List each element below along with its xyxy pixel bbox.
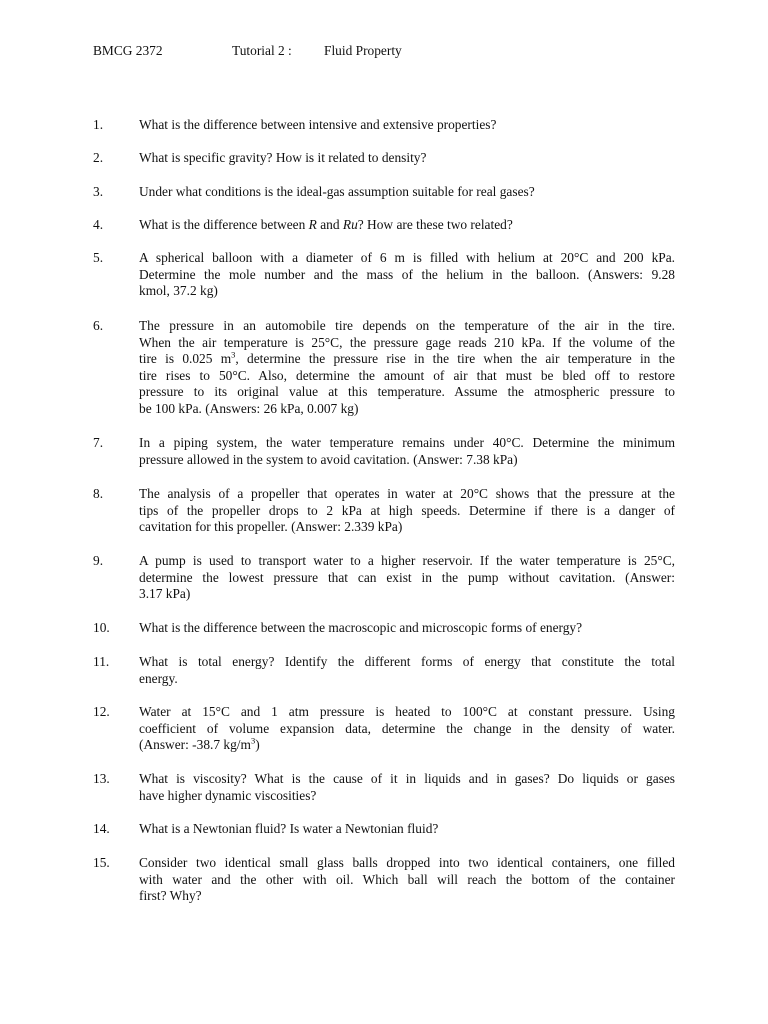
question-text: What is the difference between the macroscopic and microscopic forms of energy? — [139, 620, 583, 635]
tutorial-label: Tutorial 2 : — [232, 43, 292, 58]
question-number: 8. — [93, 486, 104, 501]
document-header — [93, 43, 693, 60]
question-text: What is the difference between intensive and extensive properties? — [139, 117, 497, 132]
question-number: 3. — [93, 184, 104, 199]
question-number: 12. — [93, 704, 110, 719]
question-text: What is viscosity? What is the cause of it in liquids and in gases? Do liquids or gases have higher dynamic viscosities? — [139, 771, 675, 803]
question-number: 6. — [93, 318, 104, 333]
question-text: Water at 15°C and 1 atm pressure is heated to 100°C at constant pressure. Using coefficient of volume expansion data, determine the change in the density of water. (Answer: -38.7 $kg/m^3$) — [139, 704, 675, 753]
question-text: Consider two identical small glass balls dropped into two identical containers, one filled with water and the other with oil. Which ball will reach the bottom of the container first? Why? — [139, 855, 675, 904]
question-text: What is the difference between R and Ru? How are these two related? — [139, 217, 513, 232]
question-number: 4. — [93, 217, 104, 232]
tutorial-topic: Fluid Property — [324, 43, 402, 58]
course-code: BMCG 2372 — [93, 43, 163, 58]
question-number: 9. — [93, 553, 104, 568]
question-text: A spherical balloon with a diameter of 6 m is filled with helium at 20°C and 200 kPa. Determine the mole number and the mass of the helium in the balloon. (Answers: 9.28 kmol, 37.2 kg) — [139, 250, 675, 299]
question-number: 10. — [93, 620, 110, 635]
question-number: 2. — [93, 150, 104, 165]
question-text: What is total energy? Identify the different forms of energy that constitute the total energy. — [139, 654, 675, 686]
question-number: 7. — [93, 435, 104, 450]
question-number: 11. — [93, 654, 110, 669]
question-text: A pump is used to transport water to a higher reservoir. If the water temperature is 25°C, determine the lowest pressure that can exist in the pump without cavitation. (Answer: 3.17 kPa) — [139, 553, 675, 602]
question-number: 15. — [93, 855, 110, 870]
question-number: 14. — [93, 821, 110, 836]
question-text: In a piping system, the water temperature remains under 40°C. Determine the minimum pressure allowed in the system to avoid cavitation. (Answer: 7.38 kPa) — [139, 435, 675, 467]
question-number: 13. — [93, 771, 110, 786]
question-text: The pressure in an automobile tire depends on the temperature of the air in the tire. When the air temperature is 25°C, the pressure gage reads 210 kPa. If the volume of the tire is 0.025 $m^3$, determine the pressure rise in the tire when the air temperature in the tire rises to 50°C. Also, determine the amount of air that must be bled off to restore pressure to its original value at this temperature. Assume the atmospheric pressure to be 100 kPa. (Answers: 26 kPa, 0.007 kg) — [139, 318, 675, 416]
question-text: The analysis of a propeller that operates in water at 20°C shows that the pressure at the tips of the propeller drops to 2 kPa at high speeds. Determine if there is a danger of cavitation for this propeller. (Answer: 2.339 kPa) — [139, 486, 675, 535]
question-number: 5. — [93, 250, 104, 265]
question-number: 1. — [93, 117, 104, 132]
question-text: What is a Newtonian fluid? Is water a Newtonian fluid? — [139, 821, 439, 836]
question-text: Under what conditions is the ideal-gas assumption suitable for real gases? — [139, 184, 535, 199]
question-text: What is specific gravity? How is it related to density? — [139, 150, 427, 165]
